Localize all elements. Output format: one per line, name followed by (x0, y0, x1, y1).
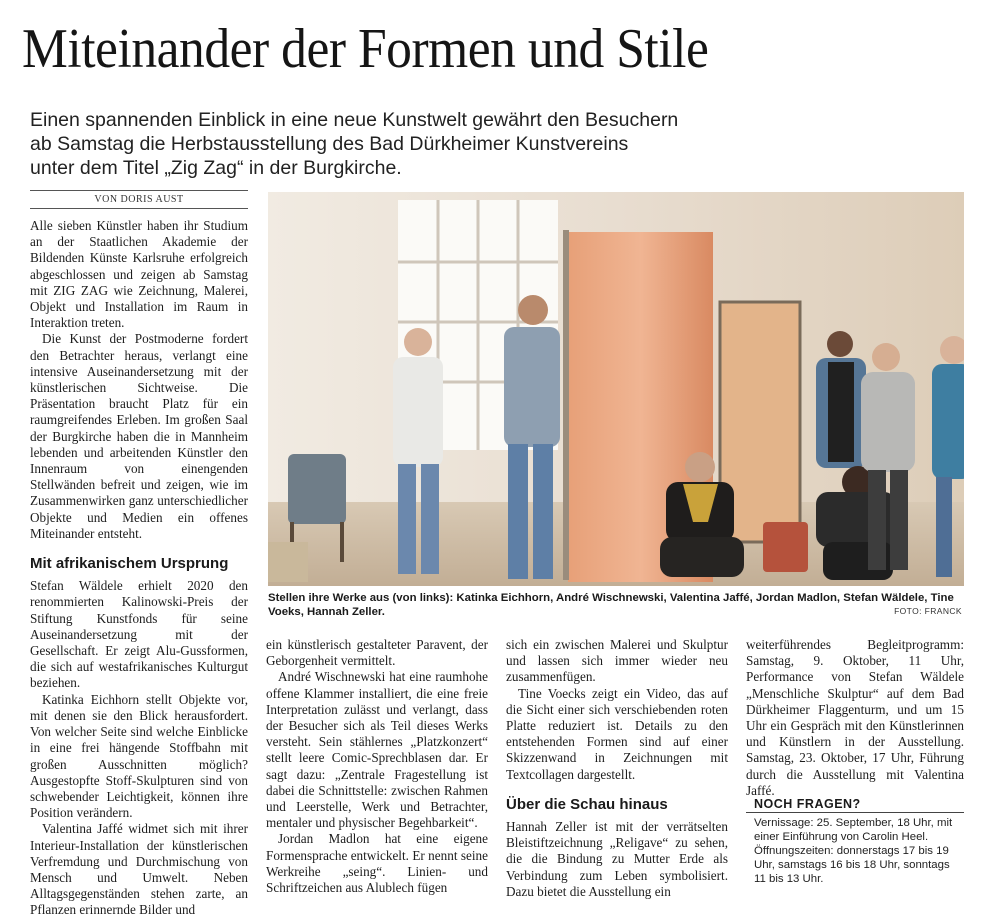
paragraph: Tine Voecks zeigt ein Video, das auf die Sicht einer sich verschiebenden roten Platte reduziert ist. Details zu den entstehenden Formen sind auf einer Skizzenwand in Zeichnungen mit Textcollagen dargestellt. (506, 685, 728, 782)
column-1 (30, 218, 248, 919)
paragraph: Die Kunst der Postmoderne fordert den Betrachter heraus, verlangt eine intensive Auseinandersetzung mit der künstlerischen Sichtweise. Die Präsentation braucht Platz für ein raumgreifendes Erleben. Im großen Saal der Burgkirche haben die in Mannheim lebenden und arbeitenden Künstler den Innenraum von einengenden Stellwänden befreit und zeigen, wie im Zusammenwirken ganz unterschiedlicher Objekte und Medien ein offenes Miteinander entsteht. (30, 331, 248, 541)
photo (268, 192, 964, 586)
byline-rule-top (30, 190, 248, 191)
photo-caption: Stellen ihre Werke aus (von links): Katinka Eichhorn, André Wischnewski, Valentina Jaffé, Jordan Madlon, Stefan Wäldele, Tine Voeks, Hannah Zeller. (268, 592, 954, 618)
paragraph: Katinka Eichhorn stellt Objekte vor, mit denen sie den Blick herausfordert. Von welcher Seite sind welche Einblicke in eine frei hängende Stoffbahn mit großen Ausschnitten möglich? Ausgestopfte Stoff-Skulpturen sind von schwebender Leichtigkeit, können ihre Position verändern. (30, 691, 248, 821)
subheading: Über die Schau hinaus (506, 795, 668, 813)
paragraph: Jordan Madlon hat eine eigene Formensprache entwickelt. Er nennt seine Werkreihe „seing“. Linien- und Schriftzeichen aus Alublech fügen (266, 831, 488, 896)
photo-credit: FOTO: FRANCK (894, 606, 962, 616)
byline: VON DORIS AUST (94, 194, 184, 205)
infobox-title: NOCH FRAGEN? (754, 797, 861, 811)
paragraph: ein künstlerisch gestalteter Paravent, der Geborgenheit vermittelt. (266, 637, 488, 669)
paragraph: Alle sieben Künstler haben ihr Studium an der Staatlichen Akademie der Bildenden Künste Karlsruhe erfolgreich abgeschlossen und zeigen ab Samstag mit ZIG ZAG wie Zeichnung, Malerei, Objekt und Installation im Raum in Interaktion treten. (30, 218, 248, 331)
paragraph: weiterführendes Begleitprogramm: Samstag, 9. Oktober, 11 Uhr, Performance von Stefan Wäldele „Menschliche Skulptur“ auf dem Bad Dürkheimer Flaggenturm, und um 15 Uhr ein Gespräch mit den Künstlerinnen und Künstlern in der Ausstellung. Samstag, 23. Oktober, 17 Uhr, Führung durch die Ausstellung mit Valentina Jaffé. (746, 637, 964, 798)
column-4 (746, 637, 964, 799)
paragraph: Valentina Jaffé widmet sich mit ihrer Interieur-Installation der künstlerischen Verfremdung und Durchmischung von Mensch und Umwelt. Neben Alltagsgegenständen stehen zarte, an Pflanzen erinnernde Bilder und (30, 821, 248, 918)
deck-line: unter dem Titel „Zig Zag“ in der Burgkirche. (30, 157, 402, 179)
paragraph: Stefan Wäldele erhielt 2020 den renommierten Kalinowski-Preis der Stiftung Kunstfonds für seine Auseinandersetzung mit der Gesellschaft. Er zeigt Alu-Gussformen, die sich auf westafrikanisches Kulturgut beziehen. (30, 578, 248, 691)
headline: Miteinander der Formen und Stile (22, 18, 709, 80)
infobox-text: Vernissage: 25. September, 18 Uhr, mit einer Einführung von Carolin Heel. Öffnungszeiten: donnerstags 17 bis 19 Uhr, samstags 16 bis 18 Uhr, sonntags 11 bis 13 Uhr. (754, 817, 953, 885)
column-3 (506, 637, 728, 900)
subheading: Mit afrikanischem Ursprung (30, 555, 229, 573)
byline-rule-bottom (30, 208, 248, 209)
deck (30, 108, 730, 180)
deck-line: ab Samstag die Herbstausstellung des Bad Dürkheimer Kunstvereins (30, 133, 629, 155)
column-2 (266, 637, 488, 896)
paragraph: André Wischnewski hat eine raumhohe offene Klammer installiert, die eine freie Interpretation zulässt und verlangt, dass der Besucher sich als Teil dieses Werks versteht. Sein stählernes „Platzkonzert“ stellt leere Comic-Sprechblasen dar. Er sagt dazu: „Zentrale Fragestellung ist dabei die Schnittstelle: zwischen Rahmen und Leerstelle, Werk und Betrachter, mentaler und physischer Begehbarkeit“. (266, 669, 488, 831)
paragraph: sich ein zwischen Malerei und Skulptur und lassen sich immer wieder neu zusammenfügen. (506, 637, 728, 685)
infobox-rule (746, 812, 964, 813)
photo-illustration (268, 192, 964, 586)
deck-line: Einen spannenden Einblick in eine neue Kunstwelt gewährt den Besuchern (30, 109, 679, 131)
paragraph: Hannah Zeller ist mit der verrätselten Bleistiftzeichnung „Religave“ zu sehen, die die Bindung zu Mutter Erde als Verbindung zum Leben symbolisiert. Dazu bietet die Ausstellung ein (506, 819, 728, 899)
